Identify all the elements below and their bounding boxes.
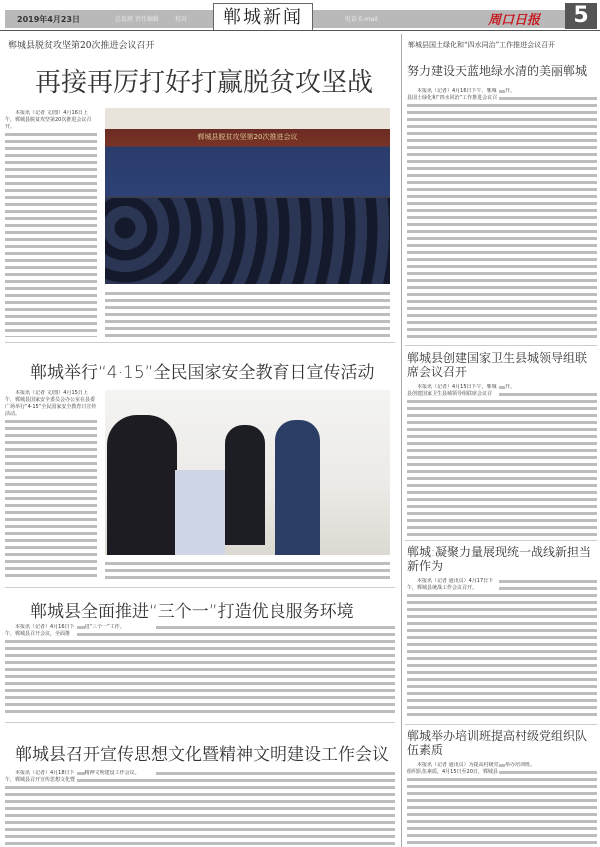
article-body: 本报讯（记者 通讯员）4月17日下午，郸城县统战工作会议召开。 xyxy=(407,578,597,720)
divider xyxy=(405,724,597,725)
issue-date: 2019年4月23日 xyxy=(17,15,80,24)
article-headline: 努力建设天蓝地绿水清的美丽郸城 xyxy=(407,64,588,78)
person-shape xyxy=(275,420,320,555)
section-masthead: 郸城新闻 xyxy=(213,3,313,31)
divider xyxy=(405,540,597,541)
article-headline: 郸城举办培训班提高村级党组织队伍素质 xyxy=(407,729,588,757)
divider xyxy=(5,722,395,723)
article-body: 本报讯（记者 文/图）4月16日上午，郸城县脱贫攻坚第20次推进会议召开。 xyxy=(5,110,97,337)
divider xyxy=(5,587,395,588)
article-headline: 郸城举行“4·15”全民国家安全教育日宣传活动 xyxy=(30,363,375,383)
divider xyxy=(5,342,395,343)
article-headline: 郸城县全面推进“三个一”打造优良服务环境 xyxy=(30,602,354,622)
article-body: 本报讯（记者）4月15日下午，郸城县创建国家卫生县城领导组联席会议召开。 xyxy=(407,384,597,536)
article-kicker: 郸城县国土绿化和“四水同治”工作推进会议召开 xyxy=(408,41,556,49)
meeting-photo xyxy=(105,108,390,284)
audience-shape xyxy=(105,198,390,284)
divider xyxy=(405,345,597,346)
article-body-cont xyxy=(105,560,390,582)
article-body: 本报讯（记者）4月16日下午，郸城县国土绿化和“四水同治”工作推进会议召开。 xyxy=(407,88,597,340)
contact-info: 电话 E-mail xyxy=(345,16,378,23)
article-kicker: 郸城县脱贫攻坚第20次推进会议召开 xyxy=(8,41,155,51)
article-body: 本报讯（记者 文/图）4月15日上午，郸城县国家安全委员会办公室在县委广场举行“4·15”全民国家安全教育日宣传活动。 xyxy=(5,390,97,580)
article-body: 本报讯（记者 通讯员）为提高村级党组织队伍素质，4月15日至20日，郸城县举办培训班。 xyxy=(407,762,597,847)
article-headline: 郸城县召开宣传思想文化暨精神文明建设工作会议 xyxy=(15,745,389,765)
photo-banner: 郸城县脱贫攻坚第20次推进会议 xyxy=(197,133,298,141)
editor-credit: 总值班 责任编辑 xyxy=(115,16,159,23)
article-body: 本报讯（记者）4月16日下午，郸城县召开会议，全面推进“三个一”工作。 xyxy=(5,624,395,716)
article-body-cont xyxy=(105,290,390,337)
person-shape xyxy=(225,425,265,545)
proof-credit: 校对 xyxy=(175,16,188,23)
paper-logo: 周口日报 xyxy=(488,13,541,28)
event-photo xyxy=(105,390,390,555)
display-table-shape xyxy=(175,470,225,555)
page-number: 5 xyxy=(565,3,597,29)
article-headline: 郸城县创建国家卫生县城领导组联席会议召开 xyxy=(407,351,588,379)
article-headline: 郸城:凝聚力量展现统一战线新担当新作为 xyxy=(407,545,592,573)
column-divider xyxy=(401,34,402,847)
article-headline: 再接再厉打好打赢脱贫攻坚战 xyxy=(35,68,374,98)
article-body: 本报讯（记者）4月18日下午，郸城县召开宣传思想文化暨精神文明建设工作会议。 xyxy=(5,770,395,847)
person-shape xyxy=(107,415,177,555)
header-rule xyxy=(0,30,600,31)
